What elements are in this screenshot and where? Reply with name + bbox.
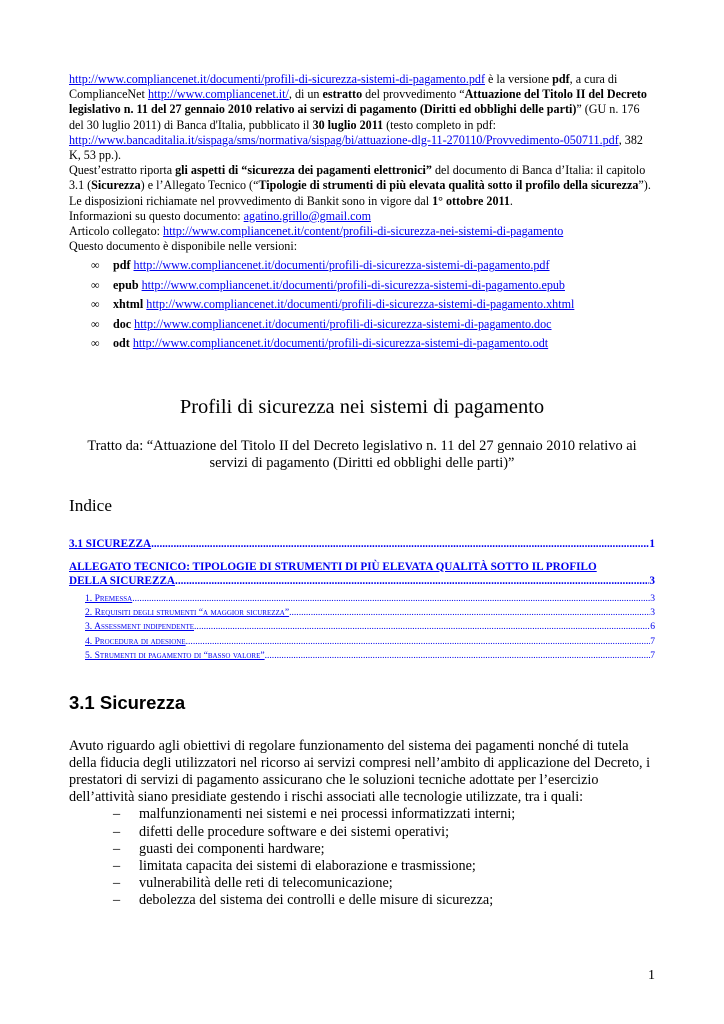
toc-page: 3: [650, 592, 655, 604]
list-item: – limitata capacita dei sistemi di elaborazione e trasmissione;: [113, 857, 476, 874]
infinity-bullet-icon: ∞: [91, 336, 100, 351]
toc-link[interactable]: 2. Requisiti degli strumenti “a maggior sicurezza”: [85, 607, 290, 619]
dash-bullet-icon: –: [113, 806, 121, 823]
list-item: – debolezza del sistema dei controlli e delle misure di sicurezza;: [113, 891, 494, 908]
dash-bullet-icon: –: [113, 874, 121, 891]
toc-link[interactable]: 1. Premessa: [85, 592, 133, 604]
list-item: – difetti delle procedure software e dei sistemi operativi;: [113, 823, 450, 840]
risks-list: [69, 806, 655, 909]
toc-entry-requisiti[interactable]: [69, 606, 655, 620]
toc-entry-premessa[interactable]: [69, 592, 655, 606]
toc-link[interactable]: ALLEGATO TECNICO: TIPOLOGIE DI STRUMENTI DI PIÙ ELEVATA QUALITÀ SOTTO IL PROFILO: [69, 560, 597, 573]
toc-link[interactable]: 4. Procedura di adesione: [85, 635, 186, 647]
toc-leader: [132, 592, 650, 606]
list-item: – vulnerabilità delle reti di telecomunicazione;: [113, 874, 393, 891]
versions-list: [69, 258, 655, 351]
page-number: 1: [648, 968, 655, 983]
info-paragraph: Informazioni su questo documento: agatino.grillo@gmail.com: [69, 208, 372, 223]
list-item: ∞ pdf http://www.compliancenet.it/documenti/profili-di-sicurezza-sistemi-di-pagamento.pdf: [91, 258, 550, 273]
section-heading: 3.1 Sicurezza: [69, 691, 186, 713]
list-item: ∞ xhtml http://www.compliancenet.it/documenti/profili-di-sicurezza-sistemi-di-pagamento.xhtml: [91, 297, 575, 312]
version-link-odt[interactable]: http://www.compliancenet.it/documenti/profili-di-sicurezza-sistemi-di-pagamento.odt: [132, 336, 549, 351]
list-item: ∞ epub http://www.compliancenet.it/documenti/profili-di-sicurezza-sistemi-di-pagamento.epub: [91, 277, 565, 292]
version-link-doc[interactable]: http://www.compliancenet.it/documenti/profili-di-sicurezza-sistemi-di-pagamento.doc: [134, 316, 552, 331]
dash-bullet-icon: –: [113, 891, 121, 908]
dash-bullet-icon: –: [113, 857, 121, 874]
list-item: – malfunzionamenti nei sistemi e nei processi informatizzati interni;: [113, 806, 516, 823]
toc-leader: [175, 574, 649, 588]
toc-page: 7: [650, 650, 655, 662]
list-item: ∞ doc http://www.compliancenet.it/documenti/profili-di-sicurezza-sistemi-di-pagamento.doc: [91, 316, 552, 331]
toc-leader: [186, 635, 651, 649]
toc-entry-sicurezza[interactable]: [69, 537, 655, 551]
version-link-epub[interactable]: http://www.compliancenet.it/documenti/profili-di-sicurezza-sistemi-di-pagamento.epub: [141, 277, 565, 292]
email-link[interactable]: agatino.grillo@gmail.com: [243, 208, 372, 223]
version-link-pdf[interactable]: http://www.compliancenet.it/documenti/profili-di-sicurezza-sistemi-di-pagamento.pdf: [133, 258, 550, 273]
toc-heading: Indice: [69, 495, 112, 515]
version-link-xhtml[interactable]: http://www.compliancenet.it/documenti/profili-di-sicurezza-sistemi-di-pagamento.xhtml: [146, 297, 575, 312]
toc-leader: [265, 649, 651, 663]
list-item: – guasti dei componenti hardware;: [113, 840, 325, 857]
extract-paragraph: Quest’estratto riporta gli aspetti di “sicurezza dei pagamenti elettronici” del documento di Banca d’Italia: il capitolo 3.1 (Sicurezza) e l’Allegato Tecnico (“Tipologie di strumenti di più elevata qualità sotto il profilo della sicurezza”).: [69, 163, 651, 193]
toc-link[interactable]: 3. Assessment indipendente: [85, 621, 195, 633]
document-page: [69, 72, 655, 909]
list-item: ∞ odt http://www.compliancenet.it/documenti/profili-di-sicurezza-sistemi-di-pagamento.odt: [91, 336, 549, 351]
toc-page: 6: [650, 621, 655, 633]
infinity-bullet-icon: ∞: [91, 277, 100, 292]
toc-page: 3: [650, 607, 655, 619]
pdf-source-link[interactable]: http://www.compliancenet.it/documenti/profili-di-sicurezza-sistemi-di-pagamento.pdf: [69, 72, 485, 86]
toc-link[interactable]: 5. Strumenti di pagamento di “basso valore”: [85, 650, 265, 662]
compliancenet-link[interactable]: http://www.compliancenet.it/: [147, 87, 289, 102]
toc-link[interactable]: 3.1 SICUREZZA: [69, 537, 152, 550]
related-article-link[interactable]: http://www.compliancenet.it/content/profili-di-sicurezza-nei-sistemi-di-pagamento: [163, 224, 564, 239]
vigore-paragraph: Le disposizioni richiamate nel provvedimento di Bankit sono in vigore dal 1° ottobre 2011.: [69, 193, 513, 208]
toc-page: 7: [650, 635, 655, 647]
toc-leader: [151, 537, 649, 551]
toc-leader: [289, 606, 650, 620]
infinity-bullet-icon: ∞: [91, 316, 100, 331]
bankit-link[interactable]: http://www.bancaditalia.it/sispaga/sms/normativa/sispag/bi/attuazione-dlg-11-270110/Provvedimento-050711.pdf: [69, 132, 619, 147]
toc-entry-assessment[interactable]: [69, 620, 655, 634]
dash-bullet-icon: –: [113, 840, 121, 857]
toc-entry-procedura[interactable]: [69, 635, 655, 649]
document-title: Profili di sicurezza nei sistemi di pagamento: [179, 395, 545, 418]
dash-bullet-icon: –: [113, 823, 121, 840]
toc-page: 3: [649, 574, 655, 587]
table-of-contents: [69, 537, 655, 664]
toc-entry-basso-valore[interactable]: [69, 649, 655, 663]
toc-link[interactable]: DELLA SICUREZZA: [69, 574, 176, 587]
section-paragraph: Avuto riguardo agli obiettivi di regolare funzionamento del sistema dei pagamenti nonché di tutela della fiducia degli utilizzatori nel ricorso ai servizi compresi nell’ambito di applicazione del Decreto, i prestatori di servizi di pagamento assicurano che le soluzioni tecniche adottate per l’esercizio dell’attività siano presidiate gestendo i rischi associati alle tecnologie utilizzate, tra i quali:: [69, 737, 651, 806]
document-subtitle: Tratto da: “Attuazione del Titolo II del Decreto legislativo n. 11 del 27 gennaio 2010 relativo ai servizi di pagamento (Diritti ed obblighi delle parti)”: [87, 437, 637, 472]
intro-paragraph: http://www.compliancenet.it/documenti/profili-di-sicurezza-sistemi-di-pagamento.pdf è la versione pdf, a cura di ComplianceNet http://www.compliancenet.it/, di un estratto del provvedimento “Attuazione del Titolo II del Decreto legislativo n. 11 del 27 gennaio 2010 relativo ai servizi di pagamento (Diritti ed obblighi delle parti)” (GU n. 176 del 30 luglio 2011) di Banca d'Italia, pubblicato il 30 luglio 2011 (testo completo in pdf: http://www.bancaditalia.it/sispaga/sms/normativa/sispag/bi/attuazione-dlg-11-270110/Provvedimento-050711.pdf, 382 K, 53 pp.).: [69, 72, 647, 163]
toc-page: 1: [649, 537, 655, 550]
versions-intro: Questo documento è disponibile nelle versioni:: [69, 239, 298, 254]
related-paragraph: Articolo collegato: http://www.compliancenet.it/content/profili-di-sicurezza-nei-sistemi-di-pagamento: [69, 224, 564, 239]
toc-entry-allegato[interactable]: [69, 560, 655, 588]
toc-leader: [194, 620, 650, 634]
intro-block: [69, 72, 655, 254]
infinity-bullet-icon: ∞: [91, 297, 100, 312]
infinity-bullet-icon: ∞: [91, 258, 100, 273]
